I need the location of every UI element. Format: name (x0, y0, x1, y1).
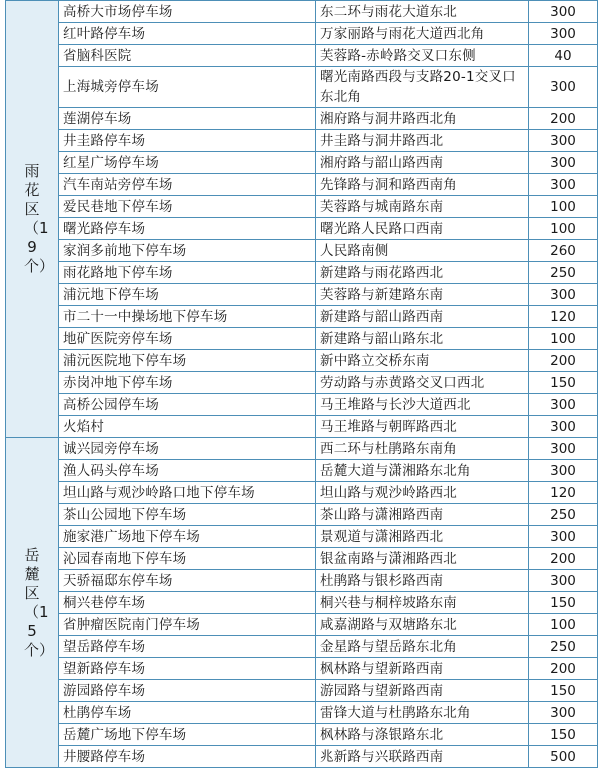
lot-name-cell: 火焰村 (59, 416, 316, 438)
capacity-cell: 100 (529, 614, 598, 636)
table-row (6, 526, 598, 548)
location-cell: 杜鹃路与银杉路西南 (316, 570, 529, 592)
parking-lot-table (5, 0, 598, 768)
capacity-cell: 100 (529, 218, 598, 240)
location-cell: 曙光南路西段与支路20-1交叉口东北角 (316, 67, 529, 108)
location-cell: 金星路与望岳路东北角 (316, 636, 529, 658)
lot-name-cell: 天骄福邸东停车场 (59, 570, 316, 592)
table-row (6, 174, 598, 196)
table-row (6, 724, 598, 746)
capacity-cell: 150 (529, 724, 598, 746)
capacity-cell: 250 (529, 636, 598, 658)
table-row (6, 350, 598, 372)
table-row (6, 240, 598, 262)
lot-name-cell: 赤岗冲地下停车场 (59, 372, 316, 394)
table-row (6, 614, 598, 636)
capacity-cell: 250 (529, 262, 598, 284)
table-row (6, 658, 598, 680)
capacity-cell: 300 (529, 394, 598, 416)
capacity-cell: 300 (529, 67, 598, 108)
capacity-cell: 200 (529, 548, 598, 570)
table-row (6, 746, 598, 768)
table-row (6, 328, 598, 350)
location-cell: 先锋路与洞和路西南角 (316, 174, 529, 196)
table-row (6, 504, 598, 526)
location-cell: 景观道与潇湘路西北 (316, 526, 529, 548)
location-cell: 万家丽路与雨花大道西北角 (316, 23, 529, 45)
capacity-cell: 200 (529, 350, 598, 372)
capacity-cell: 300 (529, 1, 598, 23)
capacity-cell: 120 (529, 482, 598, 504)
location-cell: 新建路与韶山路东北 (316, 328, 529, 350)
location-cell: 桐兴巷与桐梓坡路东南 (316, 592, 529, 614)
capacity-cell: 260 (529, 240, 598, 262)
location-cell: 新建路与韶山路西南 (316, 306, 529, 328)
table-row (6, 218, 598, 240)
table-row (6, 23, 598, 45)
location-cell: 坦山路与观沙岭路西北 (316, 482, 529, 504)
capacity-cell: 300 (529, 460, 598, 482)
capacity-cell: 300 (529, 284, 598, 306)
location-cell: 马王堆路与长沙大道西北 (316, 394, 529, 416)
lot-name-cell: 游园路停车场 (59, 680, 316, 702)
table-row (6, 570, 598, 592)
lot-name-cell: 井圭路停车场 (59, 130, 316, 152)
table-row (6, 416, 598, 438)
lot-name-cell: 施家港广场地下停车场 (59, 526, 316, 548)
location-cell: 东二环与雨花大道东北 (316, 1, 529, 23)
table-row (6, 592, 598, 614)
lot-name-cell: 市二十一中操场地下停车场 (59, 306, 316, 328)
lot-name-cell: 曙光路停车场 (59, 218, 316, 240)
table-row (6, 702, 598, 724)
lot-name-cell: 红叶路停车场 (59, 23, 316, 45)
table-row (6, 482, 598, 504)
capacity-cell: 500 (529, 746, 598, 768)
lot-name-cell: 省脑科医院 (59, 45, 316, 67)
capacity-cell: 250 (529, 504, 598, 526)
capacity-cell: 300 (529, 702, 598, 724)
location-cell: 枫林路与望新路西南 (316, 658, 529, 680)
location-cell: 湘府路与韶山路西南 (316, 152, 529, 174)
capacity-cell: 150 (529, 592, 598, 614)
lot-name-cell: 井腰路停车场 (59, 746, 316, 768)
capacity-cell: 100 (529, 328, 598, 350)
district-cell (6, 1, 59, 438)
table-row (6, 196, 598, 218)
lot-name-cell: 省肿瘤医院南门停车场 (59, 614, 316, 636)
location-cell: 游园路与望新路西南 (316, 680, 529, 702)
table-row (6, 548, 598, 570)
table-row (6, 636, 598, 658)
location-cell: 雷锋大道与杜鹃路东北角 (316, 702, 529, 724)
district-cell (6, 438, 59, 768)
lot-name-cell: 茶山公园地下停车场 (59, 504, 316, 526)
lot-name-cell: 雨花路地下停车场 (59, 262, 316, 284)
lot-name-cell: 莲湖停车场 (59, 108, 316, 130)
lot-name-cell: 浦沅地下停车场 (59, 284, 316, 306)
table-row (6, 152, 598, 174)
location-cell: 芙蓉路-赤岭路交叉口东侧 (316, 45, 529, 67)
lot-name-cell: 浦沅医院地下停车场 (59, 350, 316, 372)
location-cell: 井圭路与洞井路西北 (316, 130, 529, 152)
lot-name-cell: 沁园春南地下停车场 (59, 548, 316, 570)
lot-name-cell: 红星广场停车场 (59, 152, 316, 174)
lot-name-cell: 望岳路停车场 (59, 636, 316, 658)
location-cell: 兆新路与兴联路西南 (316, 746, 529, 768)
lot-name-cell: 家润多前地下停车场 (59, 240, 316, 262)
table-row (6, 284, 598, 306)
lot-name-cell: 上海城旁停车场 (59, 67, 316, 108)
capacity-cell: 300 (529, 130, 598, 152)
location-cell: 劳动路与赤黄路交叉口西北 (316, 372, 529, 394)
table-row (6, 45, 598, 67)
lot-name-cell: 地矿医院旁停车场 (59, 328, 316, 350)
table-row (6, 67, 598, 108)
table-row (6, 1, 598, 23)
location-cell: 银盆南路与潇湘路西北 (316, 548, 529, 570)
lot-name-cell: 坦山路与观沙岭路口地下停车场 (59, 482, 316, 504)
location-cell: 新建路与雨花路西北 (316, 262, 529, 284)
location-cell: 曙光路人民路口西南 (316, 218, 529, 240)
table-row (6, 306, 598, 328)
capacity-cell: 300 (529, 438, 598, 460)
capacity-cell: 200 (529, 658, 598, 680)
district-label: 雨花区（19个） (24, 162, 55, 275)
table-row (6, 394, 598, 416)
location-cell: 新中路立交桥东南 (316, 350, 529, 372)
location-cell: 咸嘉湖路与双塘路东北 (316, 614, 529, 636)
capacity-cell: 100 (529, 196, 598, 218)
location-cell: 马王堆路与朝晖路西北 (316, 416, 529, 438)
lot-name-cell: 渔人码头停车场 (59, 460, 316, 482)
table-row (6, 262, 598, 284)
lot-name-cell: 岳麓广场地下停车场 (59, 724, 316, 746)
lot-name-cell: 高桥公园停车场 (59, 394, 316, 416)
capacity-cell: 200 (529, 108, 598, 130)
lot-name-cell: 诚兴园旁停车场 (59, 438, 316, 460)
lot-name-cell: 杜鹃停车场 (59, 702, 316, 724)
location-cell: 西二环与杜鹃路东南角 (316, 438, 529, 460)
table-row (6, 372, 598, 394)
location-cell: 岳麓大道与潇湘路东北角 (316, 460, 529, 482)
capacity-cell: 150 (529, 680, 598, 702)
district-label: 岳麓区（15个） (24, 545, 55, 659)
capacity-cell: 300 (529, 570, 598, 592)
capacity-cell: 300 (529, 526, 598, 548)
table-row (6, 460, 598, 482)
capacity-cell: 120 (529, 306, 598, 328)
lot-name-cell: 爱民巷地下停车场 (59, 196, 316, 218)
capacity-cell: 300 (529, 23, 598, 45)
location-cell: 茶山路与潇湘路西南 (316, 504, 529, 526)
location-cell: 芙蓉路与新建路东南 (316, 284, 529, 306)
table-row (6, 108, 598, 130)
table-row (6, 680, 598, 702)
location-cell: 人民路南侧 (316, 240, 529, 262)
location-cell: 枫林路与涤银路东北 (316, 724, 529, 746)
capacity-cell: 300 (529, 152, 598, 174)
capacity-cell: 300 (529, 174, 598, 196)
table-row (6, 130, 598, 152)
lot-name-cell: 高桥大市场停车场 (59, 1, 316, 23)
lot-name-cell: 汽车南站旁停车场 (59, 174, 316, 196)
capacity-cell: 300 (529, 416, 598, 438)
lot-name-cell: 望新路停车场 (59, 658, 316, 680)
table-row (6, 438, 598, 460)
capacity-cell: 40 (529, 45, 598, 67)
location-cell: 湘府路与洞井路西北角 (316, 108, 529, 130)
lot-name-cell: 桐兴巷停车场 (59, 592, 316, 614)
capacity-cell: 150 (529, 372, 598, 394)
location-cell: 芙蓉路与城南路东南 (316, 196, 529, 218)
